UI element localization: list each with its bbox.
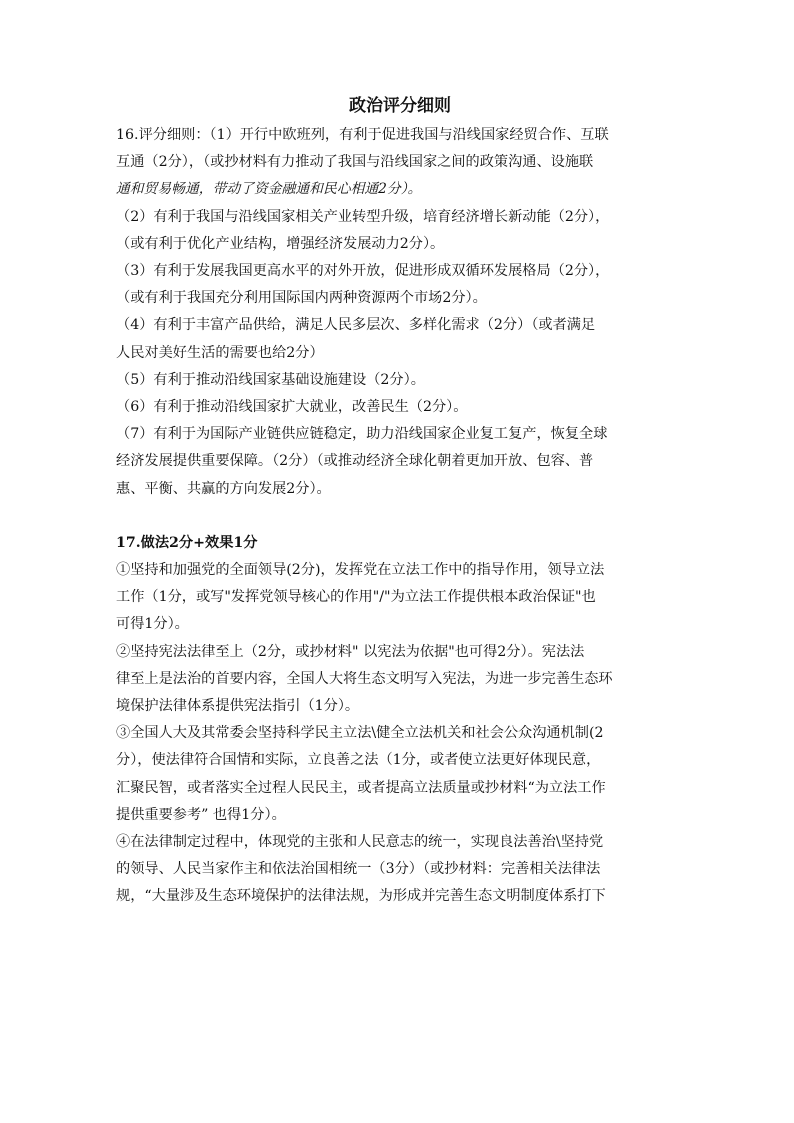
q16-line: 人民对美好生活的需要也给2分） xyxy=(116,344,324,361)
q17-line: 可得1分）。 xyxy=(116,616,189,633)
q17-line: 工作（1分，或写"发挥党领导核心的作用"/"为立法工作提供根本政治保证"也 xyxy=(116,589,596,606)
q17-line: 提供重要参考” 也得1分）。 xyxy=(116,806,286,823)
document-page xyxy=(116,92,684,911)
q16-line: 惠、平衡、共赢的方向发展2分）。 xyxy=(116,480,331,497)
q16-line: （3）有利于发展我国更高水平的对外开放，促进形成双循环发展格局（2分）， xyxy=(116,263,610,280)
q16-line: （或有利于优化产业结构，增强经济发展动力2分）。 xyxy=(116,235,445,252)
page-title: 政治评分细则 xyxy=(349,96,451,116)
q17-line: 规，“大量涉及生态环境保护的法律法规，为形成并完善生态文明制度体系打下 xyxy=(116,888,606,905)
question-17-section xyxy=(116,530,684,911)
q17-line: 律至上是法治的首要内容，全国人大将生态文明写入宪法，为进一步完善生态环 xyxy=(116,670,613,687)
q17-line: ①坚持和加强党的全面领导(2分)，发挥党在立法工作中的指导作用，领导立法 xyxy=(116,562,605,579)
q17-line: 汇聚民智，或者落实全过程人民民主，或者提高立法质量或抄材料“为立法工作 xyxy=(116,779,606,796)
q16-line: （4）有利于丰富产品供给，满足人民多层次、多样化需求（2分）（或者满足 xyxy=(116,317,596,334)
q17-line: ③全国人大及其常委会坚持科学民主立法\健全立法机关和社会公众沟通机制(2 xyxy=(116,725,604,742)
question-16-section xyxy=(116,122,684,503)
section-spacer xyxy=(116,503,684,530)
q16-line: 16.评分细则：（1）开行中欧班列，有利于促进我国与沿线国家经贸合作、互联 xyxy=(116,127,609,143)
q17-line: ②坚持宪法法律至上（2分，或抄材料" 以宪法为依据"也可得2分）。宪法法 xyxy=(116,643,585,660)
q17-line: 境保护法律体系提供宪法指引（1分）。 xyxy=(116,698,360,715)
q16-line: 互通（2分），（或抄材料有力推动了我国与沿线国家之间的政策沟通、设施联 xyxy=(116,154,594,171)
q16-line: （或有利于我国充分利用国际国内两种资源两个市场2分）。 xyxy=(116,290,487,307)
q17-line: 的领导、人民当家作主和依法治国相统一（3分）（或抄材料：完善相关法律法 xyxy=(116,861,601,878)
q17-line: ④在法律制定过程中，体现党的主张和人民意志的统一，实现良法善治\坚持党 xyxy=(116,834,604,851)
q16-line: 通和贸易畅通，带动了资金融通和民心相通2分）。 xyxy=(116,181,422,198)
q17-heading: 17.做法2分+效果1分 xyxy=(116,534,258,551)
q16-line: 经济发展提供重要保障。（2分）（或推动经济全球化朝着更加开放、包容、普 xyxy=(116,453,594,470)
q17-line: 分），使法律符合国情和实际，立良善之法（1分，或者使立法更好体现民意， xyxy=(116,752,601,769)
q16-line: （5）有利于推动沿线国家基础设施建设（2分）。 xyxy=(116,371,425,388)
q16-line: （6）有利于推动沿线国家扩大就业，改善民生（2分）。 xyxy=(116,399,468,416)
q16-line: （2）有利于我国与沿线国家相关产业转型升级，培育经济增长新动能（2分）， xyxy=(116,208,610,225)
q16-line: （7）有利于为国际产业链供应链稳定，助力沿线国家企业复工复产，恢复全球 xyxy=(116,426,608,443)
